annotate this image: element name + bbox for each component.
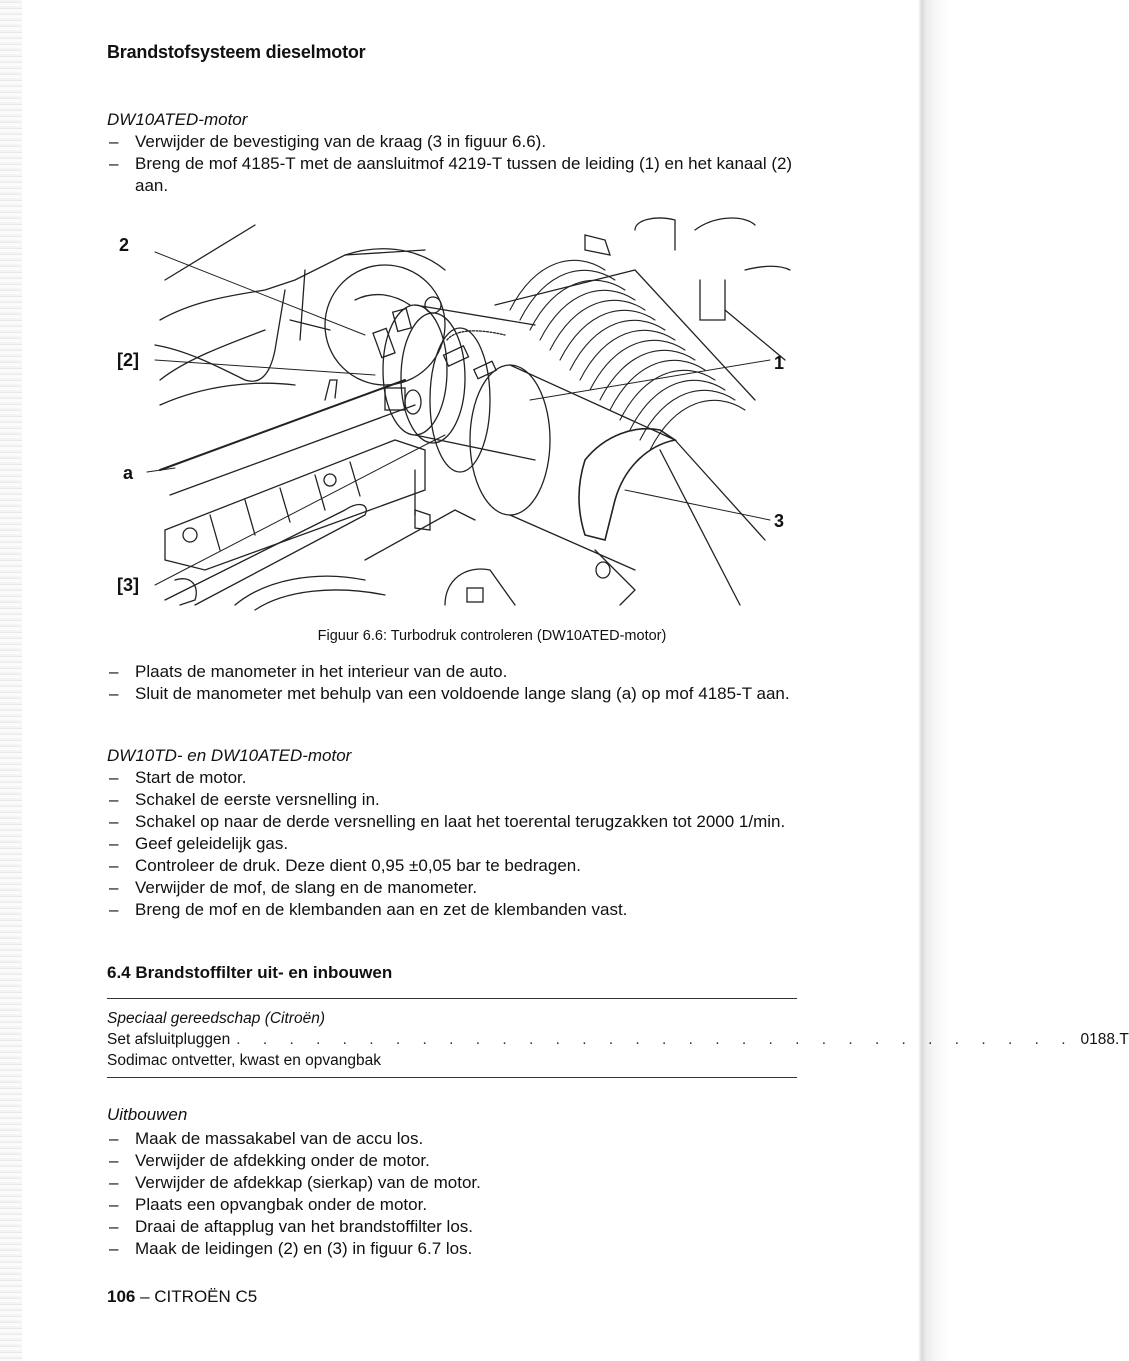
callout-bracket-2: [2] — [117, 350, 139, 370]
figure-6-6 — [115, 210, 795, 615]
dash-bullet: – — [109, 834, 119, 853]
divider-top — [107, 998, 797, 999]
dash-bullet: – — [109, 662, 119, 681]
engine-illustration — [115, 210, 795, 615]
dash-bullet: – — [109, 768, 119, 787]
callout-bracket-3: [3] — [117, 575, 139, 595]
steps-dw10ated — [107, 131, 797, 197]
list-item: – Verwijder de afdekking onder de motor. — [109, 1151, 430, 1170]
callout-1: 1 — [774, 353, 785, 373]
dash-bullet: – — [109, 154, 119, 173]
steps-uitbouwen — [107, 1128, 797, 1260]
steps-dw10td-dw10ated — [107, 767, 797, 921]
page-footer — [107, 1287, 257, 1307]
dash-bullet: – — [109, 1151, 119, 1170]
list-item: – Breng de mof en de klembanden aan en zet de klembanden vast. — [109, 900, 628, 919]
dash-bullet: – — [109, 1217, 119, 1236]
figure-caption: Figuur 6.6: Turbodruk controleren (DW10ATED-motor) — [317, 628, 667, 644]
callout-3: 3 — [774, 511, 785, 531]
list-item: – Draai de aftapplug van het brandstoffilter los. — [109, 1217, 474, 1236]
steps-after-figure — [107, 661, 797, 705]
subhead-dw10ated: DW10ATED-motor — [107, 110, 248, 129]
special-tools-box — [107, 1008, 1129, 1071]
list-item: – Schakel op naar de derde versnelling en laat het toerental terugzakken tot 2000 1/min. — [109, 812, 786, 831]
book-title: CITROËN C5 — [154, 1287, 258, 1306]
subhead-uitbouwen: Uitbouwen — [107, 1105, 188, 1124]
scan-edge-left — [0, 0, 22, 1361]
list-item: – Controleer de druk. Deze dient 0,95 ±0,05 bar te bedragen. — [109, 856, 581, 875]
page-number: 106 — [107, 1287, 136, 1306]
tool-name: Set afsluitpluggen — [107, 1031, 231, 1048]
list-item: – Maak de massakabel van de accu los. — [109, 1129, 424, 1148]
dash-bullet: – — [109, 856, 119, 875]
dash-bullet: – — [109, 684, 119, 703]
hose-a — [160, 380, 405, 470]
dash-bullet: – — [109, 812, 119, 831]
list-item: – Verwijder de mof, de slang en de manometer. — [109, 878, 478, 897]
tool-code: 0188.T — [1080, 1031, 1129, 1048]
list-item: – Verwijder de bevestiging van de kraag (3 in figuur 6.6). — [109, 132, 547, 151]
list-item: – Plaats de manometer in het interieur van de auto. — [109, 662, 508, 681]
dash-bullet: – — [109, 1129, 119, 1148]
dash-bullet: – — [109, 1239, 119, 1258]
dot-leader: . . . . . . . . . . . . . . . . . . . . . . . . . . . . . . . . — [236, 1031, 1075, 1048]
dash-bullet: – — [109, 790, 119, 809]
list-item: – Maak de leidingen (2) en (3) in figuur 6.7 los. — [109, 1239, 473, 1258]
illustration-line — [165, 225, 255, 280]
list-item: – Breng de mof 4185-T met de aansluitmof 4219-T tussen de leiding (1) en het kanaal (2) aan. — [109, 154, 793, 195]
section-title-6-4: 6.4 Brandstoffilter uit- en inbouwen — [107, 963, 393, 982]
scan-edge-right — [900, 0, 950, 1361]
callout-2: 2 — [119, 235, 130, 255]
dash-bullet: – — [109, 900, 119, 919]
footer-separator: – — [135, 1287, 155, 1306]
dash-bullet: – — [109, 1195, 119, 1214]
tools-heading: Speciaal gereedschap (Citroën) — [107, 1010, 325, 1027]
tool-name: Sodimac ontvetter, kwast en opvangbak — [107, 1052, 381, 1069]
running-head: Brandstofsysteem dieselmotor — [107, 42, 366, 62]
corrugated-hose — [510, 260, 745, 450]
dash-bullet: – — [109, 132, 119, 151]
tool-row — [107, 1050, 797, 1071]
list-item: – Sluit de manometer met behulp van een voldoende lange slang (a) op mof 4185-T aan. — [109, 684, 790, 703]
list-item: – Verwijder de afdekkap (sierkap) van de motor. — [109, 1173, 481, 1192]
leader-line-3 — [625, 490, 770, 520]
divider-bottom — [107, 1077, 797, 1078]
list-item: – Start de motor. — [109, 768, 247, 787]
dash-bullet: – — [109, 878, 119, 897]
list-item: – Plaats een opvangbak onder de motor. — [109, 1195, 428, 1214]
list-item: – Geef geleidelijk gas. — [109, 834, 289, 853]
subhead-dw10td-dw10ated: DW10TD- en DW10ATED-motor — [107, 746, 352, 765]
list-item: – Schakel de eerste versnelling in. — [109, 790, 380, 809]
dash-bullet: – — [109, 1173, 119, 1192]
tool-row — [107, 1029, 1129, 1050]
leader-line-3b — [155, 435, 445, 585]
callout-a: a — [123, 463, 134, 483]
